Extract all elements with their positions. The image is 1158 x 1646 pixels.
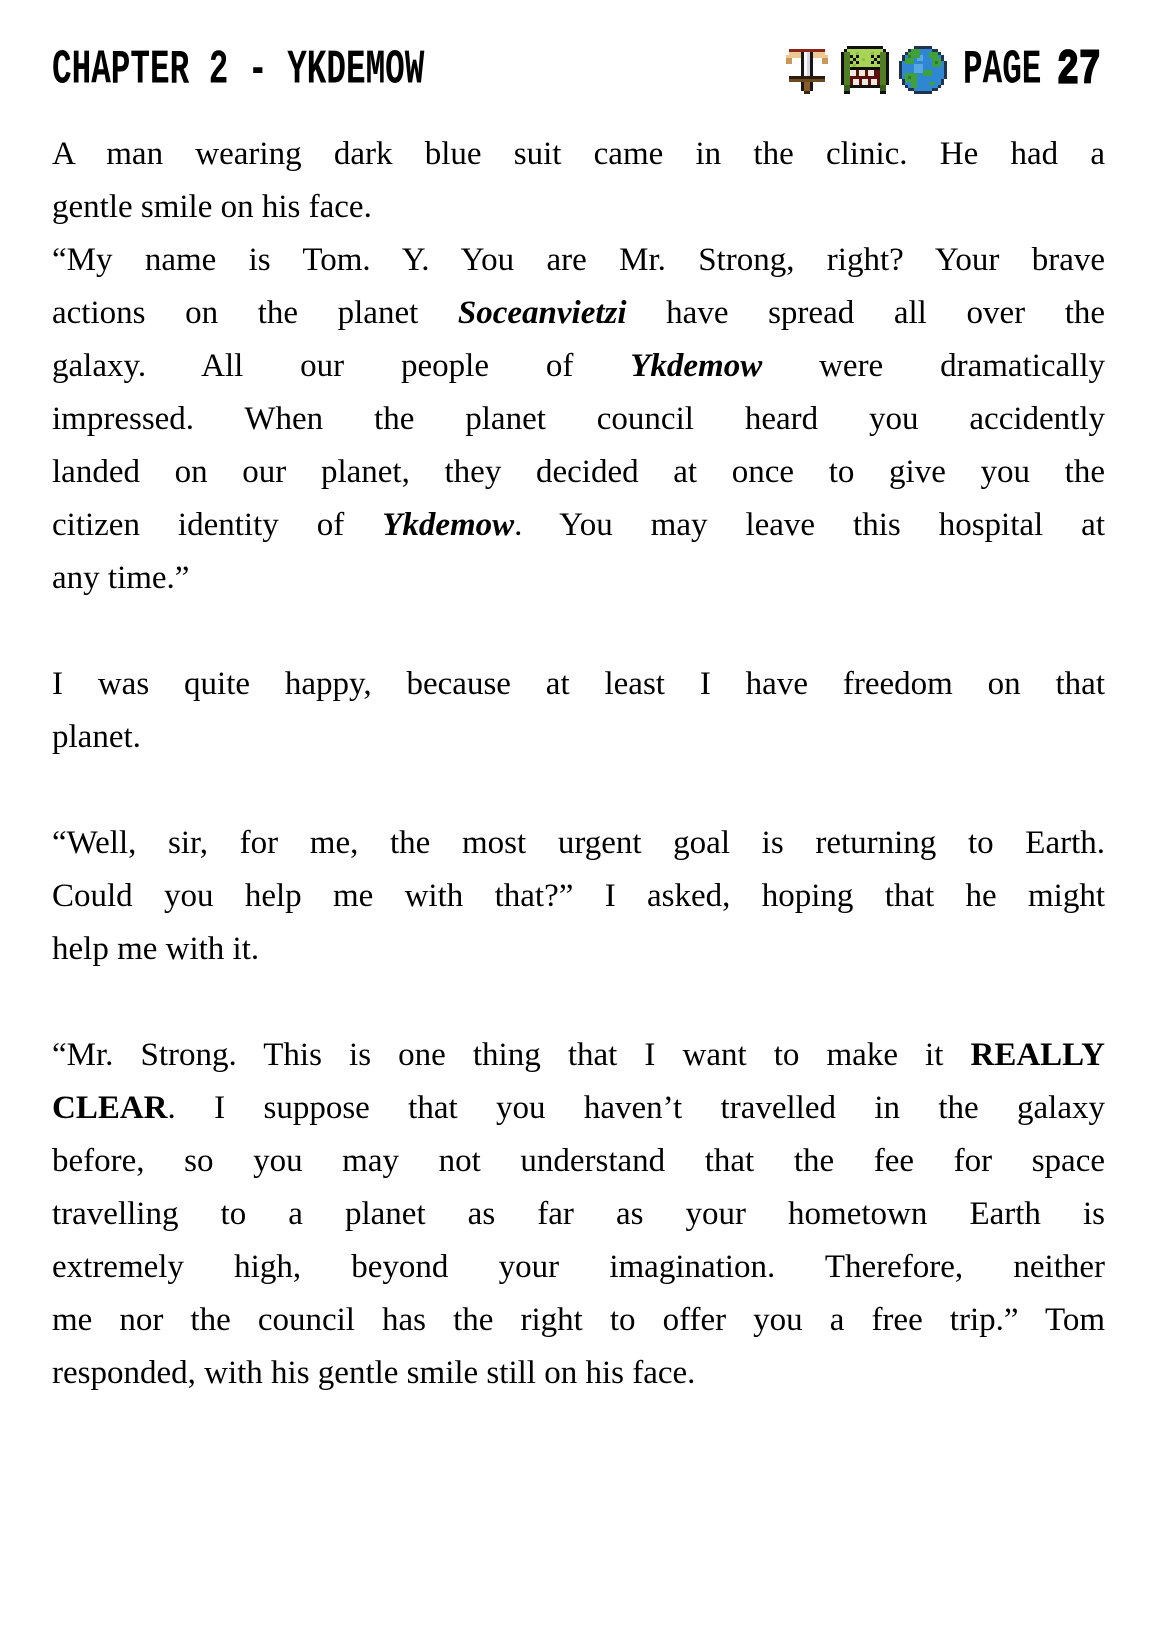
text-line: [52, 1241, 1105, 1294]
planet-name-emphasis: Ykdemow: [630, 348, 763, 384]
monster-icon: [841, 46, 889, 94]
earth-icon: [899, 46, 947, 94]
text-segment: have spread all over the: [626, 295, 1106, 331]
planet-name-emphasis: Ykdemow: [382, 507, 515, 543]
text-segment: A man wearing dark blue suit came in the clinic. He had a: [52, 136, 1105, 172]
paragraph: [52, 817, 1105, 976]
page-label: PAGE: [962, 42, 1041, 98]
paragraph: [52, 658, 1105, 764]
text-segment: I was quite happy, because at least I have freedom on that: [52, 666, 1105, 702]
story-text: [52, 128, 1105, 1400]
paragraph: [52, 234, 1105, 605]
text-line: [52, 817, 1105, 870]
text-segment: “Well, sir, for me, the most urgent goal is returning to Earth.: [52, 825, 1105, 861]
planet-name-emphasis: Soceanvietzi: [457, 295, 627, 331]
text-segment: . You may leave this hospital at: [514, 507, 1105, 543]
text-segment: . I suppose that you haven’t travelled in the galaxy: [167, 1090, 1105, 1126]
text-line: [52, 1135, 1105, 1188]
text-segment: extremely high, beyond your imagination. Therefore, neither: [52, 1249, 1105, 1285]
text-segment: gentle smile on his face.: [52, 189, 372, 225]
text-segment: were dramatically: [762, 348, 1105, 384]
text-segment: landed on our planet, they decided at once to give you the: [52, 454, 1105, 490]
text-line: [52, 1188, 1105, 1241]
text-line: [52, 234, 1105, 287]
text-line: [52, 128, 1105, 181]
bold-emphasis: REALLY: [970, 1037, 1105, 1073]
text-line: [52, 870, 1105, 923]
paragraph: [52, 128, 1105, 234]
paragraph: [52, 1029, 1105, 1400]
text-line: [52, 923, 1105, 976]
text-segment: responded, with his gentle smile still on his face.: [52, 1355, 696, 1391]
text-line: [52, 552, 1105, 605]
text-line: [52, 340, 1105, 393]
text-segment: help me with it.: [52, 931, 260, 967]
plane-icon: [783, 46, 831, 94]
text-segment: actions on the planet: [52, 295, 458, 331]
text-line: [52, 1029, 1105, 1082]
text-line: [52, 658, 1105, 711]
text-line: [52, 1294, 1105, 1347]
text-line: [52, 181, 1105, 234]
text-segment: before, so you may not understand that the fee for space: [52, 1143, 1105, 1179]
page-number: 27: [1056, 42, 1101, 98]
text-segment: citizen identity of: [52, 507, 383, 543]
text-segment: “Mr. Strong. This is one thing that I want to make it: [52, 1037, 971, 1073]
header-right-group: [783, 42, 1105, 99]
chapter-title: CHAPTER 2 - YKDEMOW: [52, 42, 425, 98]
text-line: [52, 1082, 1105, 1135]
text-line: [52, 287, 1105, 340]
text-segment: galaxy. All our people of: [52, 348, 631, 384]
text-line: [52, 711, 1105, 764]
text-segment: travelling to a planet as far as your hometown Earth is: [52, 1196, 1105, 1232]
text-line: [52, 446, 1105, 499]
page-header: [52, 38, 1105, 102]
text-segment: Could you help me with that?” I asked, hoping that he might: [52, 878, 1105, 914]
text-segment: me nor the council has the right to offer you a free trip.” Tom: [52, 1302, 1105, 1338]
text-segment: planet.: [52, 719, 141, 755]
text-line: [52, 393, 1105, 446]
text-line: [52, 499, 1105, 552]
text-segment: “My name is Tom. Y. You are Mr. Strong, right? Your brave: [52, 242, 1105, 278]
text-segment: any time.”: [52, 560, 190, 596]
text-line: [52, 1347, 1105, 1400]
bold-emphasis: CLEAR: [52, 1090, 168, 1126]
text-segment: impressed. When the planet council heard you accidently: [52, 401, 1105, 437]
